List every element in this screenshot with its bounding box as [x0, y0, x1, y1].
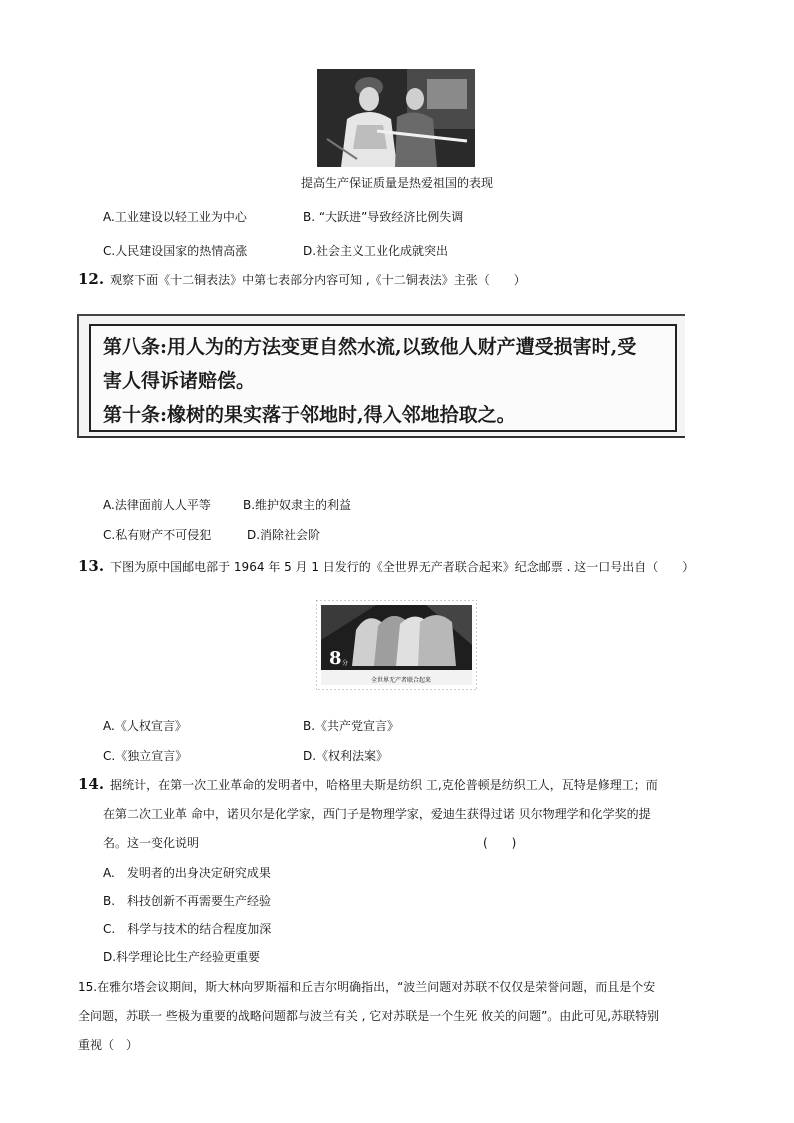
q13-number: 13.: [78, 557, 105, 575]
q14-option-d[interactable]: D.科学理论比生产经验更重要: [103, 950, 261, 964]
stamp-unit: 分: [342, 660, 349, 667]
q12-number: 12.: [78, 270, 105, 288]
q11-option-a[interactable]: A.工业建设以轻工业为中心: [103, 210, 247, 224]
q11-option-c[interactable]: C.人民建设国家的热情高涨: [103, 244, 248, 258]
q12-box-line-3: 第十条:橡树的果实落于邻地时,得入邻地拾取之。: [103, 404, 516, 426]
q15-line-3: 重视（ ）: [78, 1038, 139, 1052]
q15-line-1: 15.在雅尔塔会议期间，斯大林向罗斯福和丘吉尔明确指出，“波兰问题对苏联不仅仅是荣誉问题，而且是个安: [78, 980, 656, 994]
stamp-value: 8: [329, 648, 342, 669]
commemorative-stamp: [316, 600, 477, 690]
q12-box-line-2: 害人得诉诸赔偿。: [103, 370, 256, 392]
q12-option-b[interactable]: B.维护奴隶主的利益: [243, 498, 352, 512]
q14-option-b[interactable]: B. 科技创新不再需要生产经验: [103, 894, 272, 908]
q14-line-3: 名。这一变化说明: [103, 836, 200, 850]
q13-option-a[interactable]: A.《人权宣言》: [103, 719, 187, 733]
q12-stem: [78, 270, 526, 288]
q13-option-c[interactable]: C.《独立宣言》: [103, 749, 188, 763]
q14-option-a[interactable]: A. 发明者的出身决定研究成果: [103, 866, 271, 880]
q12-text: 观察下面《十二铜表法》中第七表部分内容可知 ,《十二铜表法》主张（ ）: [110, 273, 526, 287]
q11-option-d[interactable]: D.社会主义工业化成就突出: [303, 244, 449, 258]
q11-option-b[interactable]: B. “大跃进”导致经济比例失调: [303, 210, 464, 224]
photo-caption: 提高生产保证质量是热爱祖国的表现: [300, 176, 493, 190]
q14-stem-line-1: [78, 775, 658, 793]
q14-answer-bracket[interactable]: ( ): [483, 836, 517, 850]
q12-box-line-1: 第八条:用人为的方法变更自然水流,以致他人财产遭受损害时,受: [103, 336, 637, 358]
q12-option-d[interactable]: D.消除社会阶: [247, 528, 321, 542]
q12-option-c[interactable]: C.私有财产不可侵犯: [103, 528, 212, 542]
q14-line-2: 在第二次工业革 命中，诺贝尔是化学家，西门子是物理学家，爱迪生获得过诺 贝尔物理学和化学奖的提: [103, 807, 651, 821]
q14-number: 14.: [78, 775, 105, 793]
q14-option-c[interactable]: C. 科学与技术的结合程度加深: [103, 922, 272, 936]
q12-source-frame: [89, 324, 677, 432]
q14-line-1: 据统计，在第一次工业革命的发明者中，哈格里夫斯是纺织 工,克伦普顿是纺织工人，瓦特是修理工；而: [110, 778, 658, 792]
q13-stem: [78, 557, 694, 575]
q12-source-box: [77, 314, 685, 438]
q13-option-b[interactable]: B.《共产党宣言》: [303, 719, 400, 733]
q15-line-2: 全问题，苏联一 些极为重要的战略问题都与波兰有关 , 它对苏联是一个生死 攸关的问题”。由此可见,苏联特别: [78, 1009, 660, 1023]
q12-option-a[interactable]: A.法律面前人人平等: [103, 498, 211, 512]
q13-option-d[interactable]: D.《权利法案》: [303, 749, 389, 763]
photo-image: [317, 69, 475, 167]
propaganda-photo: [317, 69, 475, 167]
stamp-title: 全世界无产者联合起来: [371, 677, 432, 684]
q13-text: 下图为原中国邮电部于 1964 年 5 月 1 日发行的《全世界无产者联合起来》纪念邮票 . 这一口号出自（ ）: [110, 560, 695, 574]
